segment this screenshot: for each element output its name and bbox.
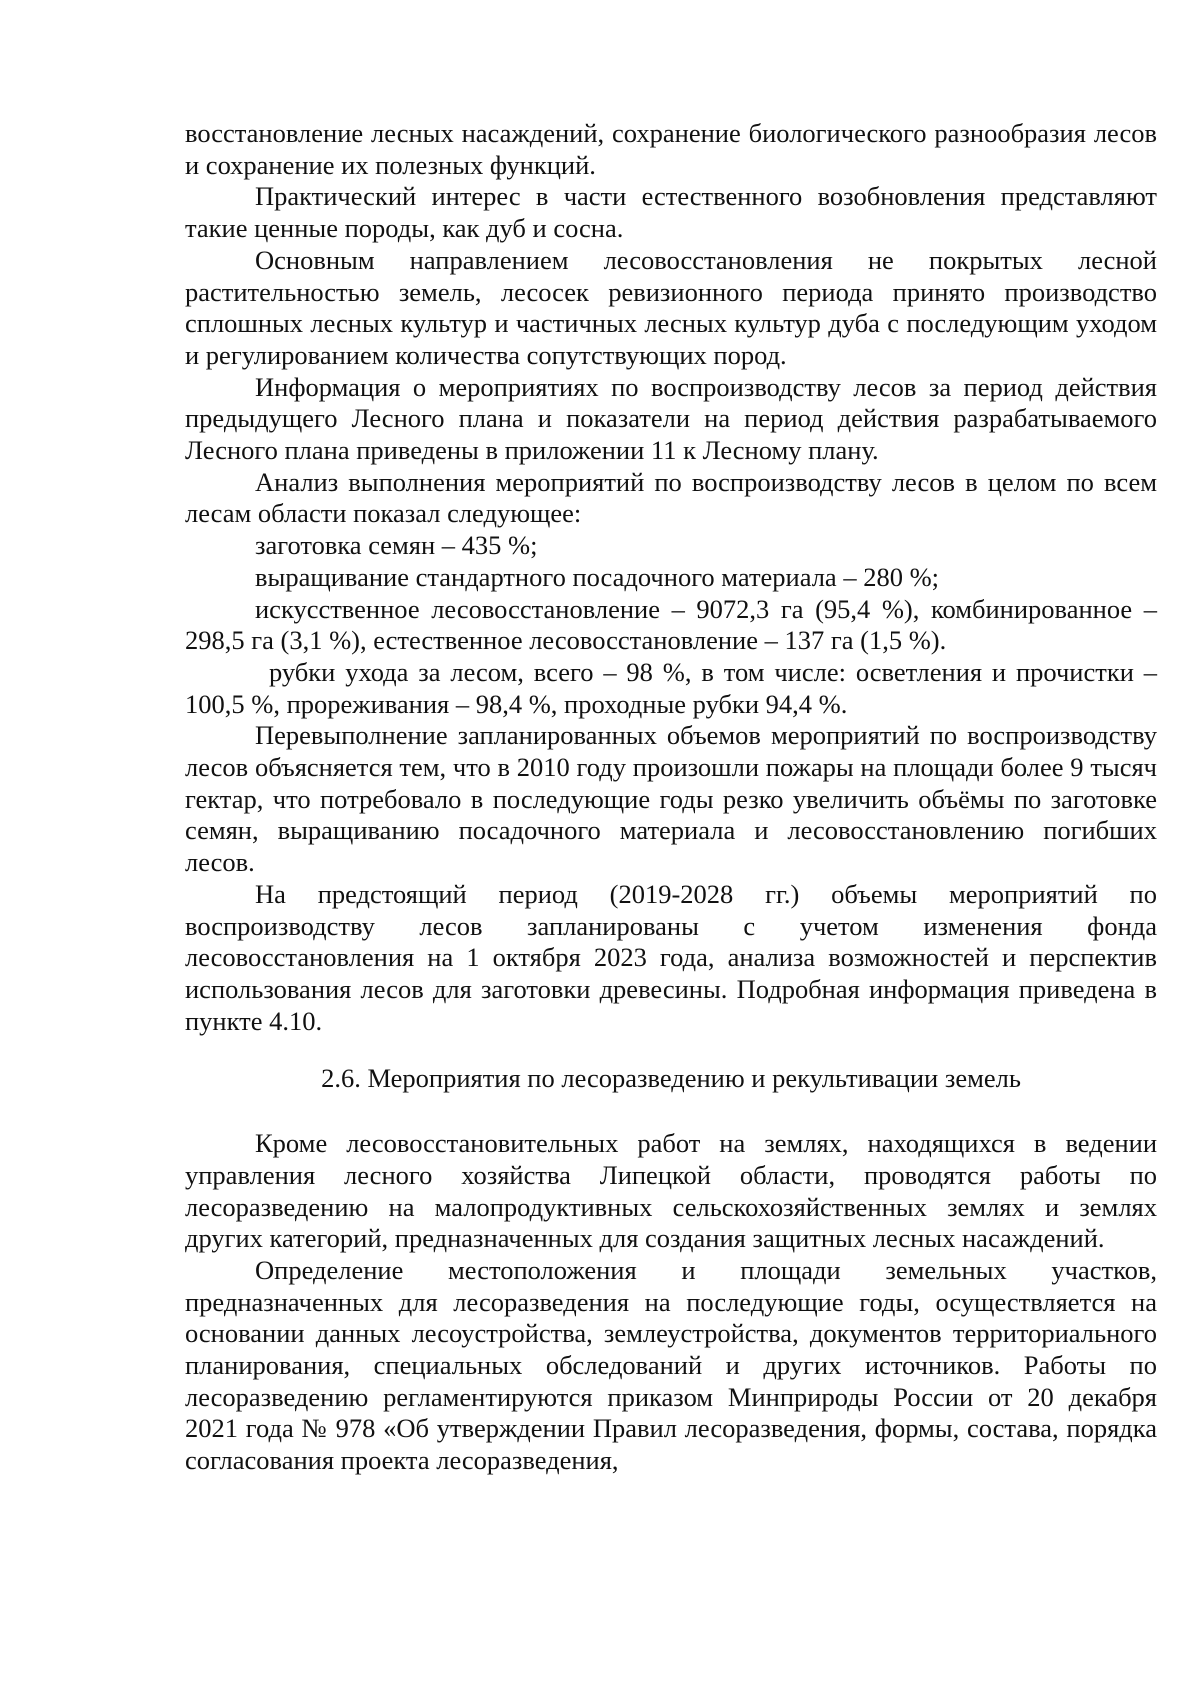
list-item-thinning: рубки ухода за лесом, всего – 98 %, в том числе: осветления и прочистки – 100,5 %, прореживания – 98,4 %, проходные рубки 94,4 %. bbox=[185, 656, 1157, 719]
paragraph-land-plots: Определение местоположения и площади земельных участков, предназначенных для лесоразведения на последующие годы, осуществляется на основании данных лесоустройства, землеустройства, документов территориального планирования, специальных обследований и других источников. Работы по лесоразведению регламентируются приказом Минприроды России от 20 декабря 2021 года № 978 «Об утверждении Правил лесоразведения, формы, состава, порядка согласования проекта лесоразведения, bbox=[185, 1254, 1157, 1476]
paragraph-analysis: Анализ выполнения мероприятий по воспроизводству лесов в целом по всем лесам области показал следующее: bbox=[185, 466, 1157, 529]
list-item-seeds: заготовка семян – 435 %; bbox=[255, 530, 538, 561]
list-item-planting-material: выращивание стандартного посадочного материала – 280 %; bbox=[255, 561, 940, 592]
paragraph-overfulfillment: Перевыполнение запланированных объемов мероприятий по воспроизводству лесов объясняется тем, что в 2010 году произошли пожары на площади более 9 тысяч гектар, что потребовало в последующие годы резко увеличить объёмы по заготовке семян, выращиванию посадочного материала и лесовосстановлению погибших лесов. bbox=[185, 720, 1157, 878]
paragraph-natural-regeneration: Практический интерес в части естественного возобновления представляют такие ценные породы, как дуб и сосна. bbox=[185, 181, 1157, 244]
paragraph-upcoming-period: На предстоящий период (2019-2028 гг.) объемы мероприятий по воспроизводству лесов запланированы с учетом изменения фонда лесовосстановления на 1 октября 2023 года, анализа возможностей и перспектив использования лесов для заготовки древесины. Подробная информация приведена в пункте 4.10. bbox=[185, 878, 1157, 1036]
paragraph-main-direction: Основным направлением лесовосстановления не покрытых лесной растительностью земель, лесосек ревизионного периода принято производство сплошных лесных культур и частичных лесных культур дуба с последующим уходом и регулированием количества сопутствующих пород. bbox=[185, 244, 1157, 370]
list-item-reforestation: искусственное лесовосстановление – 9072,3 га (95,4 %), комбинированное – 298,5 га (3,1 %), естественное лесовосстановление – 137 га (1,5 %). bbox=[185, 593, 1157, 656]
paragraph-afforestation: Кроме лесовосстановительных работ на землях, находящихся в ведении управления лесного хозяйства Липецкой области, проводятся работы по лесоразведению на малопродуктивных сельскохозяйственных землях и землях других категорий, предназначенных для создания защитных лесных насаждений. bbox=[185, 1128, 1157, 1254]
document-body bbox=[185, 118, 1157, 1477]
paragraph-continuation: восстановление лесных насаждений, сохранение биологического разнообразия лесов и сохранение их полезных функций. bbox=[185, 118, 1157, 180]
section-heading: 2.6. Мероприятия по лесоразведению и рекультивации земель bbox=[321, 1063, 1021, 1094]
paragraph-information: Информация о мероприятиях по воспроизводству лесов за период действия предыдущего Лесного плана и показатели на период действия разрабатываемого Лесного плана приведены в приложении 11 к Лесному плану. bbox=[185, 371, 1157, 466]
